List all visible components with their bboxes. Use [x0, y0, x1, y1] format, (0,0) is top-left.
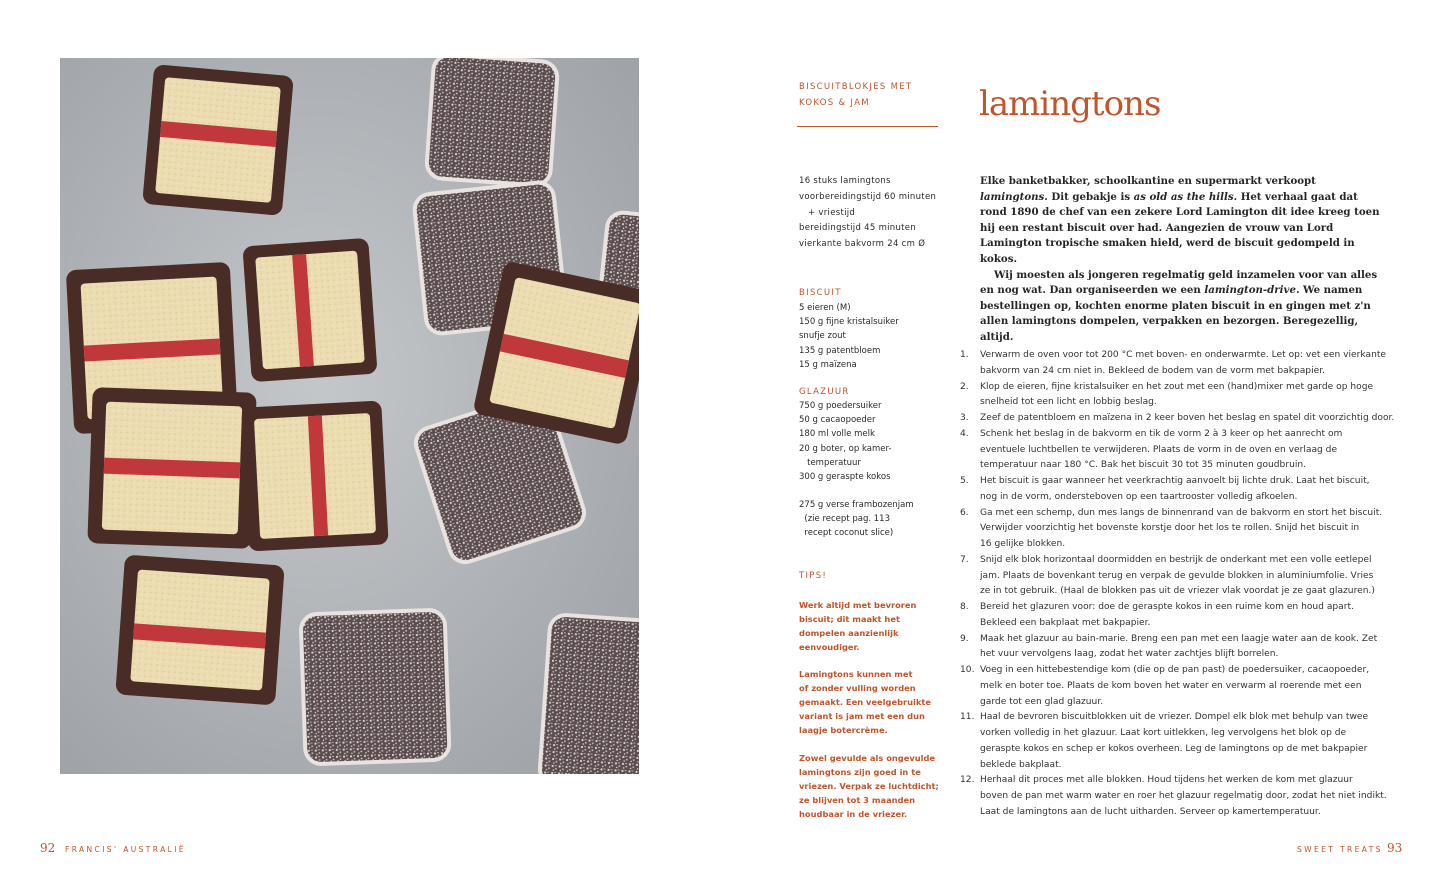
step-text: Klop de eieren, fijne kristalsuiker en het zout met een (hand)mixer met garde op hoge snelheid tot een licht en lobbig beslag. — [980, 381, 1374, 408]
step-text: Zeef de patentbloem en maïzena in 2 keer boven het beslag en spatel dit voorzichtig door. — [980, 413, 1395, 423]
step-text: Ga met een schemp, dun mes langs de binnenrand van de bakvorm en stort het biscuit. Verwijder voorzichtig het bovenste korstje door het los te rollen. Snijd het biscuit in 16 gelijke blokken. — [980, 507, 1383, 549]
tip-3: Zowel gevulde als ongevulde lamingtons zijn goed in te vriezen. Verpak ze luchtdicht; ze blijven tot 3 maanden houdbaar in de vriezer. — [799, 753, 939, 820]
recipe-meta: 16 stuks lamingtons voorbereidingstijd 60 minuten + vriestijd bereidingstijd 45 minuten vierkante bakvorm 24 cm Ø — [799, 176, 937, 250]
coconut-cube — [426, 58, 558, 186]
method-step — [960, 600, 1390, 632]
recipe-kicker — [799, 79, 912, 111]
step-text: Voeg in een hittebestendige kom (die op de pan past) de poedersuiker, cacaopoeder, melk en boter toe. Plaats de kom boven het water en verwarm al roerende met een garde tot een glad glazuur. — [980, 665, 1370, 707]
method-step — [960, 506, 1390, 553]
method-steps — [960, 348, 1395, 821]
method-step — [960, 773, 1390, 820]
step-text: Herhaal dit proces met alle blokken. Houd tijdens het werken de kom met glazuur boven de pan met warm water en roer het glazuur regelmatig door, zodat het niet indikt. Laat de lamingtons aan de lucht uitharden. Serveer op kamertemperatuur. — [980, 775, 1387, 817]
intro-emphasis: as old as the hills — [1133, 190, 1234, 203]
kicker-line-1: BISCUITBLOKJES MET — [799, 82, 913, 92]
running-head-right: SWEET TREATS — [1297, 845, 1383, 854]
running-head-left: FRANCIS' AUSTRALIË — [65, 845, 186, 854]
kicker-rule — [797, 126, 938, 127]
step-text: Schenk het beslag in de bakvorm en tik de vorm 2 à 3 keer op het aanrecht om eventuele luchtbellen te verwijderen. Plaats de vorm in de oven en verlaag de temperatuur naar 180 °C. Bak het biscuit 30 tot 35 minuten goudbruin. — [980, 428, 1343, 471]
tips-heading: TIPS! — [799, 571, 828, 581]
cut-lamington — [87, 387, 256, 549]
biscuit-heading: BISCUIT — [799, 288, 842, 298]
method-step — [960, 663, 1390, 710]
step-number: 8. — [960, 602, 969, 612]
method-step — [960, 348, 1390, 380]
page-number-right: 93 — [1387, 841, 1403, 855]
method-step — [960, 474, 1390, 506]
intro-text: Elke banketbakker, schoolkantine en supermarkt verkoopt — [980, 175, 1316, 187]
method-step — [960, 427, 1390, 474]
intro-text: . Het verhaal gaat dat rond 1890 de chef van een zekere Lord Lamington dit idee kreeg toen hij een restant biscuit over had. Aangezien de vrouw van Lord Lamington tropische smaken hield, werd de biscuit gedompeld in kokos. — [980, 190, 1380, 265]
step-number: 4. — [960, 428, 969, 439]
method-step — [960, 632, 1390, 664]
intro-text: . Dit gebakje is — [1044, 190, 1134, 203]
lamingtons-photo — [60, 58, 639, 774]
cut-lamington — [241, 400, 388, 551]
method-step — [960, 380, 1390, 412]
step-number: 12. — [960, 775, 975, 786]
step-text: Bereid het glazuren voor: doe de geraspte kokos in een ruime kom en houd apart. Bekleed een bakplaat met bakpapier. — [980, 602, 1354, 628]
cut-lamington — [115, 555, 284, 706]
tip-1: Werk altijd met bevroren biscuit; dit maakt het dompelen aanzienlijk eenvoudiger. — [799, 600, 917, 653]
step-number: 10. — [960, 665, 975, 675]
coconut-cube — [539, 614, 639, 774]
step-text: Het biscuit is gaar wanneer het veerkrachtig aanvoelt bij lichte druk. Laat het biscuit, nog in de vorm, ondersteboven op een taartrooster volledig afkoelen. — [980, 476, 1370, 502]
step-number: 1. — [960, 350, 969, 360]
intro-text: . We namen bestellingen op, kochten enorme platen biscuit in en gingen met z'n allen lamingtons dompelen, verpakken en bezorgen. Beregezellig, altijd. — [980, 284, 1371, 343]
page-number-left: 92 — [40, 841, 56, 855]
step-number: 11. — [960, 712, 975, 723]
step-number: 5. — [960, 476, 969, 486]
jam-ingredients: 275 g verse frambozenjam (zie recept pag. 113 recept coconut slice) — [799, 500, 914, 539]
glazuur-heading: GLAZUUR — [799, 387, 850, 397]
method-step — [960, 553, 1390, 600]
method-step — [960, 710, 1390, 773]
tip-2: Lamingtons kunnen met of zonder vulling worden gemaakt. Een veelgebruikte variant is jam met een dun laagje botercrème. — [799, 669, 931, 736]
recipe-title: lamingtons — [979, 84, 1161, 124]
step-number: 7. — [960, 554, 969, 565]
coconut-cube — [301, 610, 450, 765]
cut-lamington — [142, 64, 294, 216]
intro-paragraph-2 — [980, 268, 1382, 346]
intro-emphasis: lamingtons — [980, 190, 1045, 203]
recipe-intro — [980, 174, 1382, 346]
cut-lamington — [242, 238, 377, 382]
intro-text: Wij moesten als jongeren regelmatig geld inzamelen voor van alles en nog wat. Dan organiseerden we een — [980, 268, 1378, 297]
step-text: Snijd elk blok horizontaal doormidden en bestrijk de onderkant met een volle eetlepel jam. Plaats de bovenkant terug en verpak de gevulde blokken in aluminiumfolie. Vries ze in tot gebruik. (Haal de blokken pas uit de vriezer vlak voordat je ze gaat glazuren.) — [980, 554, 1375, 597]
step-number: 3. — [960, 413, 969, 423]
glazuur-ingredients: 750 g poedersuiker 50 g cacaopoeder 180 ml volle melk 20 g boter, op kamer- temperatuur 300 g geraspte kokos — [799, 401, 892, 483]
step-number: 9. — [960, 633, 969, 644]
step-number: 2. — [960, 381, 969, 392]
step-number: 6. — [960, 507, 969, 518]
step-text: Haal de bevroren biscuitblokken uit de vriezer. Dompel elk blok met behulp van twee vorken volledig in het glazuur. Laat kort uitlekken, leg vervolgens het blok op de geraspte kokos en schep er kokos overheen. Leg de lamingtons op de met bakpapier beklede bakplaat. — [980, 712, 1369, 770]
intro-paragraph-1 — [980, 174, 1382, 268]
kicker-line-2: KOKOS & JAM — [799, 98, 870, 108]
method-step — [960, 411, 1395, 427]
step-text: Verwarm de oven voor tot 200 °C met boven- en onderwarmte. Let op: vet een vierkante bakvorm van 24 cm niet in. Bekleed de bodem van de vorm met bakpapier. — [980, 350, 1386, 376]
biscuit-ingredients: 5 eieren (M) 150 g fijne kristalsuiker snufje zout 135 g patentbloem 15 g maïzena — [799, 303, 899, 370]
intro-emphasis: lamington-drive — [1204, 284, 1296, 297]
step-text: Maak het glazuur au bain-marie. Breng een pan met een laagje water aan de kook. Zet het vuur vervolgens laag, zodat het water zachtjes blijft borrelen. — [980, 633, 1378, 660]
